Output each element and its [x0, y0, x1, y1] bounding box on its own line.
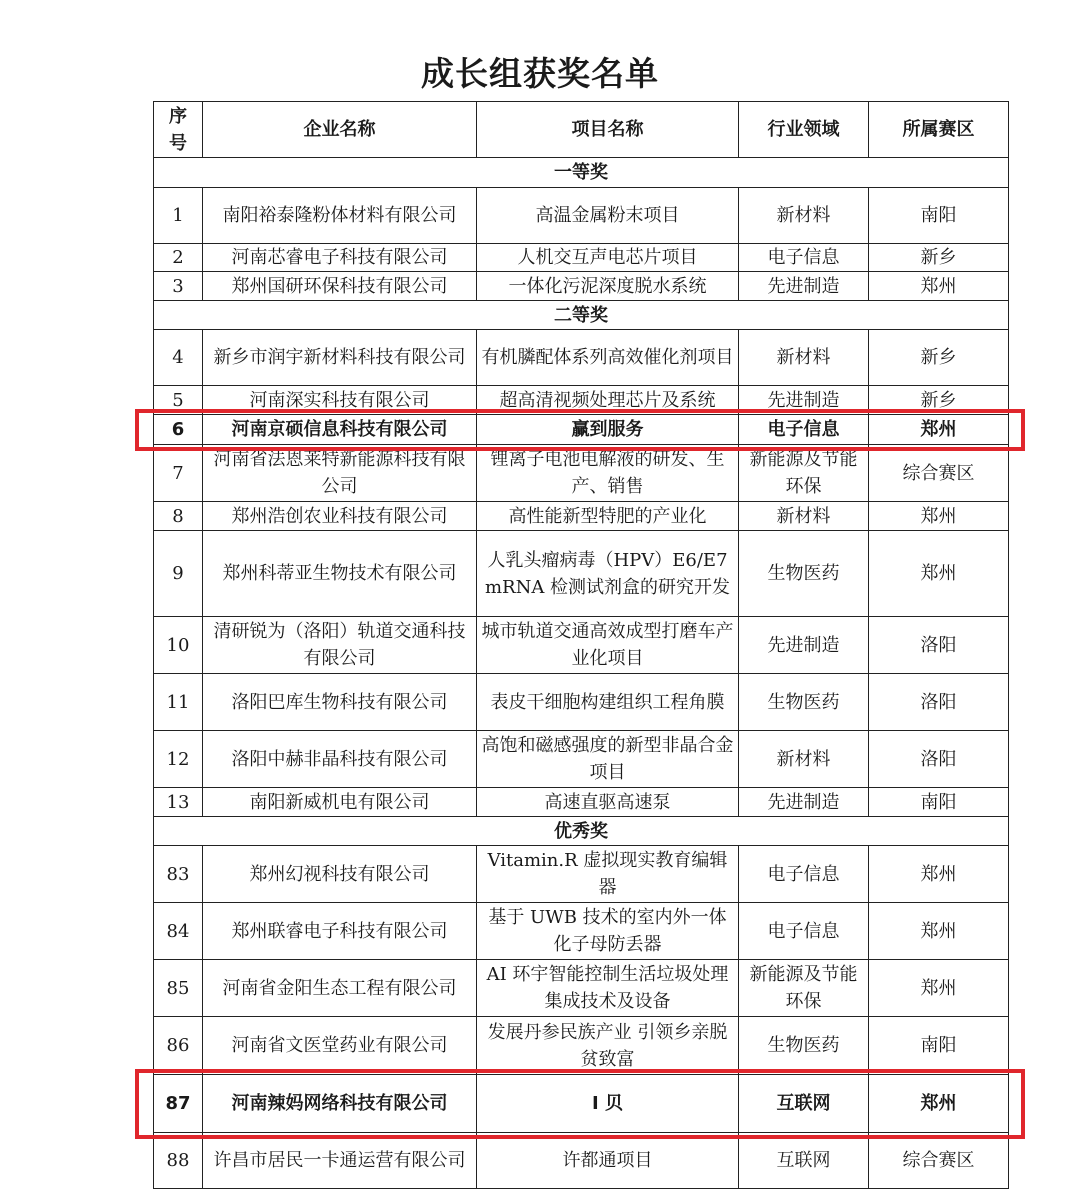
cell-no: 4: [154, 330, 203, 386]
cell-no: 88: [154, 1133, 203, 1189]
table-row: [154, 272, 1009, 301]
cell-company: 许昌市居民一卡通运营有限公司: [203, 1133, 477, 1189]
table-row: [154, 386, 1009, 415]
cell-industry: 电子信息: [739, 846, 869, 903]
cell-company: 河南京硕信息科技有限公司: [203, 415, 477, 445]
cell-region: 郑州: [869, 415, 1009, 445]
cell-company: 清研锐为（洛阳）轨道交通科技有限公司: [203, 617, 477, 674]
cell-no: 3: [154, 272, 203, 301]
table-row: [154, 1133, 1009, 1189]
cell-project: 高性能新型特肥的产业化: [477, 502, 739, 531]
table-row: [154, 415, 1009, 445]
header-project: 项目名称: [477, 102, 739, 158]
cell-industry: 互联网: [739, 1075, 869, 1133]
cell-no: 8: [154, 502, 203, 531]
header-row: [154, 102, 1009, 158]
cell-no: 7: [154, 445, 203, 502]
cell-project: 超高清视频处理芯片及系统: [477, 386, 739, 415]
section-label: 二等奖: [154, 301, 1009, 330]
section-row: [154, 301, 1009, 330]
table-body: [154, 158, 1009, 1189]
cell-industry: 电子信息: [739, 903, 869, 960]
cell-region: 郑州: [869, 502, 1009, 531]
cell-project: 许都通项目: [477, 1133, 739, 1189]
cell-project: 赢到服务: [477, 415, 739, 445]
cell-company: 郑州联睿电子科技有限公司: [203, 903, 477, 960]
table-row: [154, 846, 1009, 903]
cell-project: 城市轨道交通高效成型打磨车产业化项目: [477, 617, 739, 674]
section-row: [154, 158, 1009, 188]
cell-project: 一体化污泥深度脱水系统: [477, 272, 739, 301]
header-industry: 行业领域: [739, 102, 869, 158]
cell-region: 新乡: [869, 386, 1009, 415]
cell-industry: 生物医药: [739, 531, 869, 617]
cell-project: 有机膦配体系列高效催化剂项目: [477, 330, 739, 386]
cell-project: 人机交互声电芯片项目: [477, 244, 739, 272]
cell-company: 河南深实科技有限公司: [203, 386, 477, 415]
cell-region: 郑州: [869, 903, 1009, 960]
table-row: [154, 788, 1009, 817]
cell-company: 郑州幻视科技有限公司: [203, 846, 477, 903]
cell-company: 河南省金阳生态工程有限公司: [203, 960, 477, 1017]
cell-project: AI 环宇智能控制生活垃圾处理集成技术及设备: [477, 960, 739, 1017]
cell-no: 12: [154, 731, 203, 788]
cell-company: 河南辣妈网络科技有限公司: [203, 1075, 477, 1133]
cell-no: 13: [154, 788, 203, 817]
cell-industry: 新材料: [739, 188, 869, 244]
cell-industry: 新材料: [739, 330, 869, 386]
cell-region: 洛阳: [869, 674, 1009, 731]
cell-no: 2: [154, 244, 203, 272]
table-row: [154, 674, 1009, 731]
cell-region: 洛阳: [869, 617, 1009, 674]
cell-region: 郑州: [869, 960, 1009, 1017]
cell-region: 综合赛区: [869, 445, 1009, 502]
table-row: [154, 903, 1009, 960]
cell-no: 10: [154, 617, 203, 674]
cell-company: 洛阳中赫非晶科技有限公司: [203, 731, 477, 788]
cell-industry: 互联网: [739, 1133, 869, 1189]
cell-company: 新乡市润宇新材料科技有限公司: [203, 330, 477, 386]
cell-no: 87: [154, 1075, 203, 1133]
cell-region: 新乡: [869, 244, 1009, 272]
cell-region: 洛阳: [869, 731, 1009, 788]
page-title: 成长组获奖名单: [421, 54, 659, 93]
cell-industry: 先进制造: [739, 617, 869, 674]
cell-no: 85: [154, 960, 203, 1017]
cell-industry: 先进制造: [739, 272, 869, 301]
cell-project: 高饱和磁感强度的新型非晶合金项目: [477, 731, 739, 788]
cell-region: 郑州: [869, 531, 1009, 617]
table-row: [154, 330, 1009, 386]
table-row: [154, 188, 1009, 244]
table-row: [154, 502, 1009, 531]
cell-company: 郑州科蒂亚生物技术有限公司: [203, 531, 477, 617]
cell-industry: 新能源及节能环保: [739, 960, 869, 1017]
cell-no: 5: [154, 386, 203, 415]
cell-project: 锂离子电池电解液的研发、生产、销售: [477, 445, 739, 502]
cell-project: Vitamin.R 虚拟现实教育编辑器: [477, 846, 739, 903]
table-row: [154, 531, 1009, 617]
cell-industry: 电子信息: [739, 244, 869, 272]
header-no: 序 号: [154, 102, 203, 158]
cell-company: 南阳裕泰隆粉体材料有限公司: [203, 188, 477, 244]
cell-project: 表皮干细胞构建组织工程角膜: [477, 674, 739, 731]
cell-no: 84: [154, 903, 203, 960]
cell-company: 郑州国研环保科技有限公司: [203, 272, 477, 301]
table-row: [154, 445, 1009, 502]
table-row: [154, 731, 1009, 788]
cell-company: 南阳新威机电有限公司: [203, 788, 477, 817]
header-region: 所属赛区: [869, 102, 1009, 158]
table-row: [154, 617, 1009, 674]
cell-region: 郑州: [869, 1075, 1009, 1133]
cell-industry: 新材料: [739, 731, 869, 788]
cell-region: 郑州: [869, 272, 1009, 301]
cell-company: 郑州浩创农业科技有限公司: [203, 502, 477, 531]
cell-no: 9: [154, 531, 203, 617]
cell-no: 83: [154, 846, 203, 903]
table-row: [154, 244, 1009, 272]
cell-no: 11: [154, 674, 203, 731]
cell-project: 高速直驱高速泵: [477, 788, 739, 817]
cell-company: 河南省法恩莱特新能源科技有限公司: [203, 445, 477, 502]
cell-industry: 新材料: [739, 502, 869, 531]
cell-industry: 生物医药: [739, 674, 869, 731]
cell-industry: 生物医药: [739, 1017, 869, 1075]
cell-company: 洛阳巴库生物科技有限公司: [203, 674, 477, 731]
table-row: [154, 960, 1009, 1017]
cell-project: 高温金属粉末项目: [477, 188, 739, 244]
section-label: 优秀奖: [154, 817, 1009, 846]
cell-industry: 先进制造: [739, 788, 869, 817]
awards-table: [153, 101, 1009, 1189]
table-row: [154, 1017, 1009, 1075]
cell-industry: 电子信息: [739, 415, 869, 445]
cell-no: 86: [154, 1017, 203, 1075]
table-row: [154, 1075, 1009, 1133]
cell-region: 南阳: [869, 1017, 1009, 1075]
cell-company: 河南省文医堂药业有限公司: [203, 1017, 477, 1075]
section-label: 一等奖: [154, 158, 1009, 188]
cell-company: 河南芯睿电子科技有限公司: [203, 244, 477, 272]
cell-region: 综合赛区: [869, 1133, 1009, 1189]
section-row: [154, 817, 1009, 846]
cell-region: 郑州: [869, 846, 1009, 903]
cell-project: 发展丹参民族产业 引领乡亲脱贫致富: [477, 1017, 739, 1075]
cell-industry: 先进制造: [739, 386, 869, 415]
cell-project: 基于 UWB 技术的室内外一体化子母防丢器: [477, 903, 739, 960]
cell-project: 人乳头瘤病毒（HPV）E6/E7 mRNA 检测试剂盒的研究开发: [477, 531, 739, 617]
cell-region: 南阳: [869, 788, 1009, 817]
cell-project: I 贝: [477, 1075, 739, 1133]
header-company: 企业名称: [203, 102, 477, 158]
cell-industry: 新能源及节能环保: [739, 445, 869, 502]
cell-no: 1: [154, 188, 203, 244]
cell-region: 南阳: [869, 188, 1009, 244]
cell-region: 新乡: [869, 330, 1009, 386]
cell-no: 6: [154, 415, 203, 445]
